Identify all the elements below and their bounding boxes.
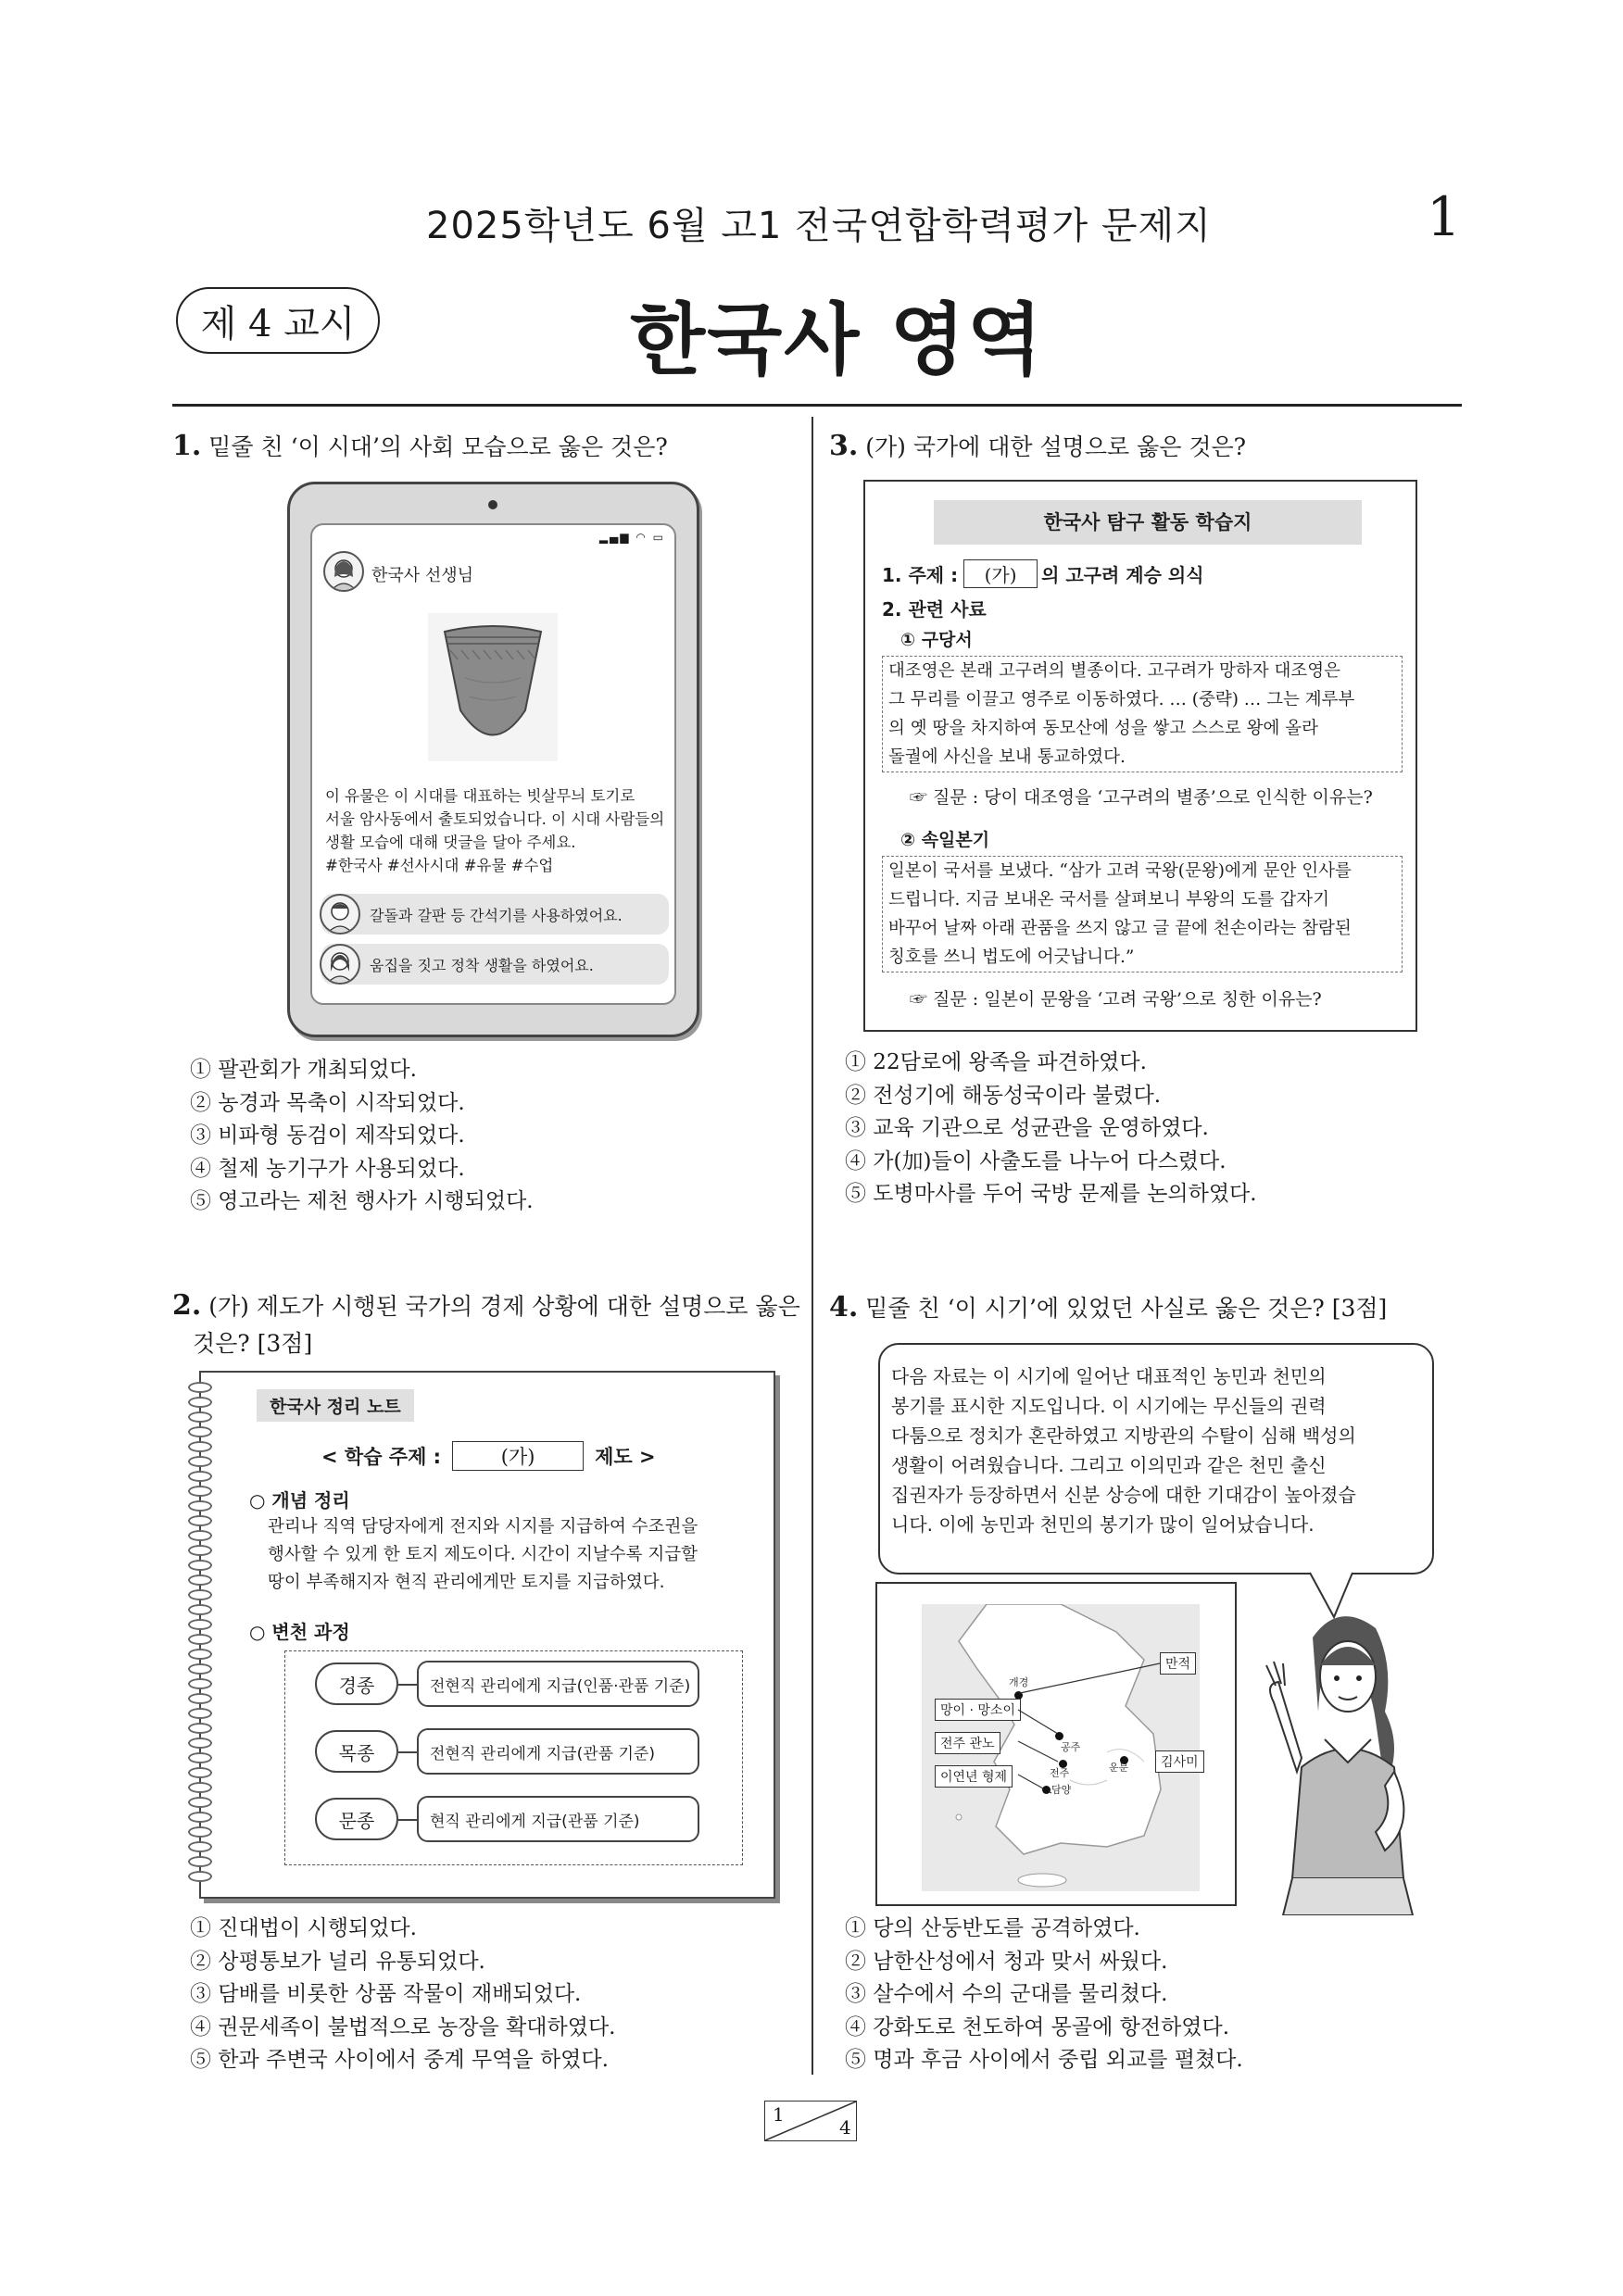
connector	[398, 1684, 419, 1686]
king-mokjong: 목종	[315, 1730, 398, 1773]
choice-2[interactable]: ② 상평통보가 널리 유통되었다.	[190, 1949, 485, 1974]
source-line: 드립니다. 지금 보내온 국서를 살펴보니 부왕의 도를 갑자기	[888, 890, 1329, 910]
choice-3[interactable]: ③ 비파형 동검이 제작되었다.	[190, 1123, 465, 1148]
wifi-icon: ◠	[635, 531, 648, 544]
q4-title	[829, 1289, 1387, 1327]
map-label-unmun: 운문	[1109, 1762, 1129, 1774]
signal-icon: ▂▄▆	[598, 531, 631, 544]
policy-mokjong: 전현직 관리에게 지급(관품 기준)	[417, 1728, 699, 1775]
q4-choices	[845, 1913, 1243, 2077]
map-label-damyang: 담양	[1051, 1784, 1072, 1796]
source-line: 그 무리를 이끌고 영주로 이동하였다. … (중략) … 그는 계루부	[888, 690, 1355, 709]
map-label-jeonju: 전주	[1050, 1767, 1070, 1779]
q2-prompt-line2: 것은? [3점]	[193, 1330, 313, 1357]
tablet-screen	[310, 523, 676, 1005]
concept-heading: ○ 개념 정리	[249, 1489, 350, 1512]
king-gyeongjong: 경종	[315, 1662, 398, 1705]
map-label-manjeok: 만적	[1160, 1652, 1196, 1675]
spiral-ring	[188, 1456, 212, 1467]
q2-number: 2.	[172, 1289, 202, 1322]
note-title: 한국사 정리 노트	[257, 1389, 414, 1422]
q2-title	[172, 1287, 800, 1362]
spiral-ring	[188, 1767, 212, 1778]
choice-2[interactable]: ② 농경과 목축이 시작되었다.	[190, 1090, 465, 1115]
spiral-ring	[188, 1826, 212, 1838]
study-worksheet	[863, 480, 1417, 1032]
post-body	[325, 784, 673, 877]
spiral-ring	[188, 1693, 212, 1704]
choice-5[interactable]: ⑤ 영고라는 제천 행사가 시행되었다.	[190, 1189, 534, 1213]
spiral-ring	[188, 1752, 212, 1763]
spiral-ring	[188, 1530, 212, 1541]
total-pages: 4	[839, 2116, 851, 2139]
spiral-ring	[188, 1634, 212, 1645]
q1-choices	[190, 1054, 534, 1219]
map-label-gongju: 공주	[1061, 1741, 1081, 1753]
period-badge: 제 4 교시	[176, 287, 380, 354]
speech-line: 생활이 어려웠습니다. 그리고 이의민과 같은 천민 출신	[891, 1454, 1327, 1476]
spiral-ring	[188, 1619, 212, 1630]
q3-choices	[845, 1047, 1257, 1211]
spiral-ring	[188, 1471, 212, 1482]
topic-prefix: 1. 주제 :	[882, 564, 959, 586]
choice-4[interactable]: ④ 가(加)들이 사출도를 나누어 다스렸다.	[845, 1148, 1227, 1173]
choice-2[interactable]: ② 남한산성에서 청과 맞서 싸웠다.	[845, 1949, 1168, 1974]
sources-heading: 2. 관련 사료	[882, 598, 987, 621]
spiral-ring	[188, 1589, 212, 1600]
column-divider	[812, 417, 813, 2075]
worksheet-title: 한국사 탐구 활동 학습지	[934, 500, 1362, 545]
spiral-ring	[188, 1397, 212, 1408]
choice-3[interactable]: ③ 살수에서 수의 군대를 물리쳤다.	[845, 1982, 1168, 2006]
q3-title	[829, 428, 1246, 466]
speech-line: 다툼으로 정치가 혼란하였고 지방관의 수탈이 심해 백성의	[891, 1424, 1356, 1447]
header-rule	[172, 404, 1462, 407]
source-line: 바꾸어 날짜 아래 관품을 쓰지 않고 글 끝에 천손이라는 참람된	[888, 919, 1352, 938]
comment-2	[321, 944, 669, 985]
q3-prompt: (가) 국가에 대한 설명으로 옳은 것은?	[865, 433, 1247, 460]
choice-3[interactable]: ③ 담배를 비롯한 상품 작물이 재배되었다.	[190, 1982, 582, 2006]
spiral-ring	[188, 1663, 212, 1675]
choice-4[interactable]: ④ 권문세족이 불법적으로 농장을 확대하였다.	[190, 2014, 616, 2039]
choice-5[interactable]: ⑤ 한과 주변국 사이에서 중계 무역을 하였다.	[190, 2048, 609, 2072]
teacher-speech-bubble	[878, 1343, 1434, 1575]
notebook-spiral	[188, 1382, 216, 1891]
spiral-ring	[188, 1426, 212, 1437]
tablet-device	[287, 482, 699, 1037]
spiral-ring	[188, 1500, 212, 1512]
current-page: 1	[773, 2103, 785, 2126]
student-avatar	[320, 944, 360, 985]
source2-title: ② 속일본기	[900, 830, 990, 850]
spiral-ring	[188, 1738, 212, 1749]
source-line: 칭호를 쓰니 법도에 어긋납니다.”	[888, 947, 1135, 967]
comment-text: 갈돌과 갈판 등 간석기를 사용하였어요.	[370, 906, 623, 924]
speech-line: 봉기를 표시한 지도입니다. 이 시기에는 무신들의 권력	[891, 1395, 1327, 1417]
connector	[398, 1819, 419, 1821]
speech-line: 니다. 이에 농민과 천민의 봉기가 많이 일어났습니다.	[891, 1513, 1315, 1536]
map-label-jeonju-gwanno: 전주 관노	[935, 1732, 1000, 1754]
map-label-gaegyeong: 개경	[1009, 1676, 1029, 1688]
teacher-avatar	[323, 551, 364, 592]
concept-line: 관리나 직역 담당자에게 전지와 시지를 지급하여 수조권을	[268, 1517, 698, 1537]
subject-title: 한국사 영역	[630, 295, 1044, 385]
map-label-mangi: 망이 · 망소이	[935, 1699, 1021, 1721]
post-hashtags: #한국사 #선사시대 #유물 #수업	[325, 857, 554, 874]
map-marker-damyang	[1042, 1786, 1051, 1794]
changes-box	[284, 1650, 743, 1865]
concept-line: 행사할 수 있게 한 토지 제도이다. 시간이 지날수록 지급할	[268, 1545, 698, 1564]
map-label-iyeonnyeon: 이연년 형제	[935, 1765, 1013, 1788]
source-line: 의 옛 땅을 차지하여 동모산에 성을 쌓고 스스로 왕에 올라	[888, 719, 1318, 738]
camera-icon	[488, 500, 497, 509]
spiral-ring	[188, 1812, 212, 1823]
spiral-ring	[188, 1649, 212, 1660]
source1-question: ☞ 질문 : 당이 대조영을 ‘고구려의 별종’으로 인식한 이유는?	[910, 787, 1373, 808]
q4-prompt: 밑줄 친 ‘이 시기’에 있었던 사실로 옳은 것은? [3점]	[865, 1295, 1388, 1322]
page-number: 1	[1427, 185, 1461, 248]
post-line: 생활 모습에 대해 댓글을 달아 주세요.	[325, 834, 576, 851]
choice-4[interactable]: ④ 강화도로 천도하여 몽골에 항전하였다.	[845, 2014, 1230, 2039]
spiral-ring	[188, 1723, 212, 1734]
source1-title: ① 구당서	[900, 630, 973, 650]
page-indicator	[764, 2101, 857, 2141]
summary-notebook	[199, 1371, 775, 1899]
topic-suffix: 제도 >	[595, 1446, 656, 1468]
spiral-ring	[188, 1575, 212, 1586]
connector-line	[1016, 1660, 1164, 1699]
choice-2[interactable]: ② 전성기에 해동성국이라 불렸다.	[845, 1083, 1162, 1108]
concept-body	[268, 1513, 698, 1597]
changes-heading: ○ 변천 과정	[249, 1621, 350, 1643]
spiral-ring	[188, 1797, 212, 1808]
spiral-ring	[188, 1856, 212, 1867]
topic-blank: (가)	[963, 559, 1038, 588]
worksheet-topic	[882, 559, 1204, 588]
student-avatar	[320, 894, 360, 935]
note-topic	[321, 1441, 656, 1471]
source2-question: ☞ 질문 : 일본이 문왕을 ‘고려 국왕’으로 칭한 이유는?	[910, 989, 1322, 1010]
spiral-ring	[188, 1441, 212, 1452]
policy-munjong: 현직 관리에게 지급(관품 기준)	[417, 1796, 699, 1842]
spiral-ring	[188, 1560, 212, 1571]
q2-choices	[190, 1913, 615, 2077]
post-author: 한국사 선생님	[371, 566, 474, 585]
speech-line: 집권자가 등장하면서 신분 상승에 대한 기대감이 높아졌습	[891, 1484, 1356, 1506]
post-line: 서울 암사동에서 출토되었습니다. 이 시대 사람들의	[325, 810, 665, 828]
speech-body	[891, 1361, 1356, 1539]
comb-pattern-pottery-image	[428, 613, 558, 761]
uprising-map	[875, 1582, 1237, 1906]
connector	[398, 1751, 419, 1753]
comment-text: 움집을 짓고 정착 생활을 하였어요.	[370, 956, 594, 974]
choice-1[interactable]: ① 22담로에 왕족을 파견하였다.	[845, 1050, 1147, 1074]
spiral-ring	[188, 1545, 212, 1556]
topic-blank: (가)	[452, 1441, 584, 1471]
choice-1[interactable]: ① 당의 산둥반도를 공격하였다.	[845, 1916, 1140, 1940]
q1-number: 1.	[172, 430, 202, 462]
exam-title: 2025학년도 6월 고1 전국연합학력평가 문제지	[426, 205, 1212, 247]
spiral-ring	[188, 1782, 212, 1793]
source2-body	[882, 856, 1403, 972]
spiral-ring	[188, 1382, 212, 1393]
post-line: 이 유물은 이 시대를 대표하는 빗살무늬 토기로	[325, 787, 635, 805]
choice-3[interactable]: ③ 교육 기관으로 성균관을 운영하였다.	[845, 1116, 1209, 1140]
source-line: 돌궐에 사신을 보내 통교하였다.	[888, 747, 1126, 767]
comment-1	[321, 894, 669, 935]
speech-line: 다음 자료는 이 시기에 일어난 대표적인 농민과 천민의	[891, 1365, 1327, 1387]
spiral-ring	[188, 1871, 212, 1882]
topic-suffix: 의 고구려 계승 의식	[1041, 564, 1204, 586]
battery-icon: ▭	[652, 531, 665, 544]
spiral-ring	[188, 1604, 212, 1615]
q1-prompt: 밑줄 친 ‘이 시대’의 사회 모습으로 옳은 것은?	[208, 433, 668, 460]
source1-body	[882, 656, 1403, 772]
spiral-ring	[188, 1841, 212, 1852]
map-label-gimsami: 김사미	[1155, 1750, 1204, 1773]
status-bar-icons	[599, 531, 665, 544]
concept-line: 땅이 부족해지자 현직 관리에게만 토지를 지급하였다.	[268, 1573, 665, 1592]
choice-5[interactable]: ⑤ 명과 후금 사이에서 중립 외교를 펼쳤다.	[845, 2048, 1243, 2072]
spiral-ring	[188, 1515, 212, 1526]
q3-number: 3.	[829, 430, 859, 462]
policy-gyeongjong: 전현직 관리에게 지급(인품·관품 기준)	[417, 1661, 699, 1707]
q2-prompt-line1: (가) 제도가 시행된 국가의 경제 상황에 대한 설명으로 옳은	[208, 1293, 800, 1320]
source-line: 대조영은 본래 고구려의 별종이다. 고구려가 망하자 대조영은	[888, 661, 1340, 681]
spiral-ring	[188, 1411, 212, 1423]
choice-5[interactable]: ⑤ 도병마사를 두어 국방 문제를 논의하였다.	[845, 1182, 1257, 1206]
king-munjong: 문종	[315, 1798, 398, 1840]
spiral-ring	[188, 1678, 212, 1689]
source-line: 일본이 국서를 보냈다. “삼가 고려 국왕(문왕)에게 문안 인사를	[888, 861, 1352, 881]
teacher-illustration	[1246, 1600, 1441, 1915]
choice-1[interactable]: ① 팔관회가 개최되었다.	[190, 1058, 417, 1082]
q4-number: 4.	[829, 1291, 859, 1324]
spiral-ring	[188, 1708, 212, 1719]
q1-title	[172, 428, 668, 466]
spiral-ring	[188, 1486, 212, 1497]
choice-1[interactable]: ① 진대법이 시행되었다.	[190, 1916, 417, 1940]
topic-prefix: < 학습 주제 :	[321, 1446, 442, 1468]
choice-4[interactable]: ④ 철제 농기구가 사용되었다.	[190, 1156, 465, 1181]
